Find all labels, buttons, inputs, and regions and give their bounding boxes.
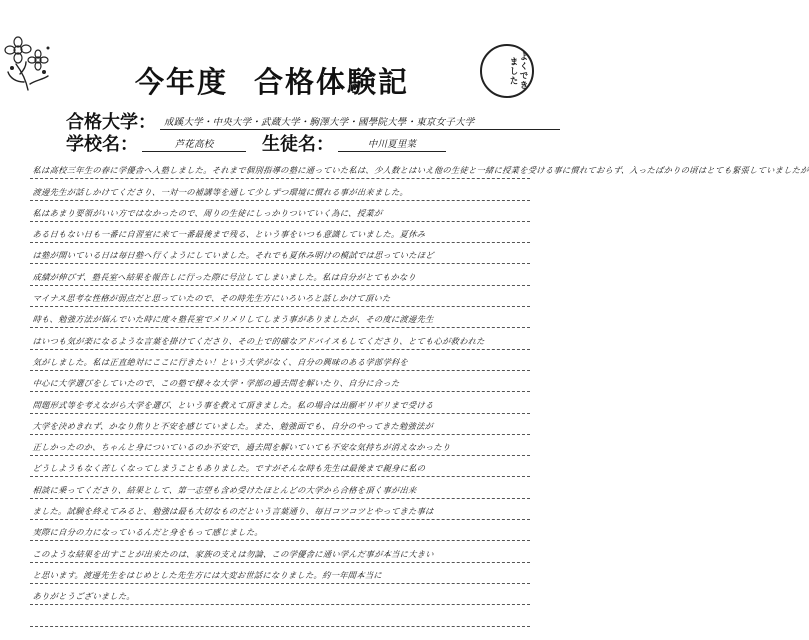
essay-line (30, 477, 530, 498)
essay-line-text: 私は高校三年生の春に学優舎へ入塾しました。それまで個別指導の塾に通っていた私は、少人数とはいえ他の生徒と一緒に授業を受ける事に慣れておらず、入ったばかりの頃はとても緊張していましたが (32, 165, 809, 176)
essay-line-text: 中心に大学選びをしていたので、この塾で様々な大学・学部の過去問を解いたり、自分に合った (32, 378, 401, 389)
essay-line (30, 328, 530, 349)
essay-line (30, 350, 530, 371)
university-value: 成蹊大学・中央大学・武蔵大学・駒澤大学・國學院大學・東京女子大学 (160, 114, 560, 130)
essay-line (30, 456, 530, 477)
essay-line (30, 541, 530, 562)
essay-line-text: は塾が開いている日は毎日塾へ行くようにしていました。それでも夏休み明けの模試では思っていたほど (32, 250, 435, 261)
essay-line (30, 243, 530, 264)
essay-line-text: マイナス思考な性格が弱点だと思っていたので、その時先生方にいろいろと話しかけて頂いた (32, 293, 392, 304)
essay-line-text: どうしようもなく苦しくなってしまうこともありました。ですがそんな時も先生は最後まで親身に私の (32, 463, 426, 474)
essay-line-text: 成績が伸びず、塾長室へ結果を報告しに行った際に号泣してしまいました。私は自分がとてもかなり (32, 271, 417, 282)
stamp-text: よくできました (508, 52, 528, 90)
essay-line (30, 371, 530, 392)
essay-line (30, 264, 530, 285)
essay-line-text: 私はあまり要領がいい方ではなかったので、周りの生徒にしっかりついていく為に、授業が (32, 207, 384, 218)
essay-line (30, 605, 530, 626)
essay-line-text: ました。試験を終えてみると、勉強は最も大切なものだという言葉通り、毎日コツコツとやってきた事は (32, 506, 435, 517)
essay-line-text: 時も、勉強方法が悩んでいた時に度々塾長室でメリメリしてしまう事がありましたが、その度に渡邊先生 (32, 314, 435, 325)
essay-line (30, 179, 530, 200)
university-label: 合格大学： (66, 112, 156, 133)
student-value: 中川夏里菜 (338, 136, 446, 152)
essay-line (30, 307, 530, 328)
essay-line-text: 相談に乗ってくださり、結果として、第一志望も含め受けたほとんどの大学から合格を頂く事が出来 (32, 484, 418, 495)
essay-line-text: ある日もない日も一番に自習室に来て一番最後まで残る、という事をいつも意識していました。夏休み (32, 229, 426, 240)
title-year: 今年度 (134, 65, 228, 99)
essay-line (30, 584, 530, 605)
essay-line-text: はいつも気が楽になるような言葉を掛けてくださり、その上で的確なアドバイスもしてくださり、とても心が救われた (32, 335, 486, 346)
essay-line (30, 222, 530, 243)
school-student-row (66, 130, 446, 156)
essay-line (30, 563, 530, 584)
page-title (0, 60, 544, 101)
essay-line-text: 正しかったのか、ちゃんと身についているのか不安で、過去問を解いていても不安な気持ちが消えなかったり (32, 442, 452, 453)
essay-line (30, 201, 530, 222)
essay-line (30, 392, 530, 413)
essay-line-text: 大学を決めきれず、かなり焦りと不安を感じていました。また、勉強面でも、自分のやってきた勉強法が (32, 420, 434, 431)
essay-line-text: 問題形式等を考えながら大学を選び、という事を教えて頂きました。私の場合は出願ギリギリまで受ける (32, 399, 435, 410)
essay-line-text: ありがとうございました。 (32, 591, 136, 602)
essay-body (30, 158, 809, 627)
title-main: 合格体験記 (254, 65, 410, 99)
essay-line (30, 414, 530, 435)
essay-line-text: と思います。渡邊先生をはじめとした先生方には大変お世話になりました。約一年間本当に (32, 569, 383, 580)
essay-line-text: 気がしました。私は正直絶対にここに行きたい！という大学がなく、自分の興味のある学部学科を (32, 356, 409, 367)
essay-line-text: 渡邊先生が話しかけてくださり、一対一の補講等を通して少しずつ環境に慣れる事が出来ました。 (32, 186, 409, 197)
essay-line (30, 158, 809, 179)
essay-line-text: 実際に自分の力になっているんだと身をもって感じました。 (32, 527, 264, 538)
school-value: 芦花高校 (142, 136, 246, 152)
essay-line (30, 499, 530, 520)
student-label: 生徒名： (262, 134, 334, 155)
essay-line-text: このような結果を出すことが出来たのは、家族の支えは勿論、この学優舎に通い学んだ事が本当に大きい (32, 548, 435, 559)
essay-line (30, 520, 530, 541)
essay-line (30, 286, 530, 307)
school-label: 学校名： (66, 134, 138, 155)
essay-line (30, 435, 530, 456)
